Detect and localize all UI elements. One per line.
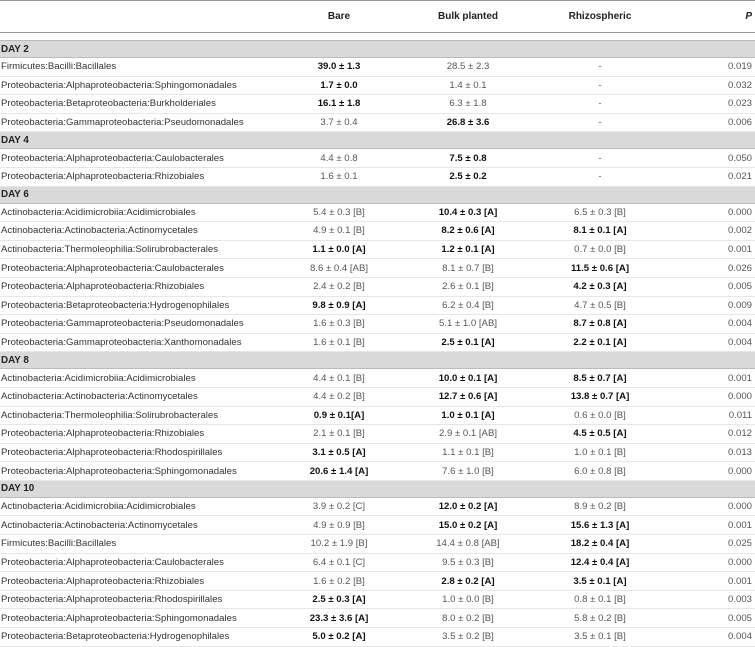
bare-value: 4.4 ± 0.1 [B]	[274, 369, 404, 388]
rhizospheric-value: 4.2 ± 0.3 [A]	[532, 277, 668, 296]
header-taxon	[0, 1, 274, 33]
rhizospheric-value: 2.2 ± 0.1 [A]	[532, 333, 668, 352]
p-value: 0.019	[668, 58, 755, 77]
rhizospheric-value: 0.6 ± 0.0 [B]	[532, 406, 668, 425]
taxon-cell: Proteobacteria:Alphaproteobacteria:Sphingomonadales	[0, 609, 274, 628]
p-value: 0.000	[668, 203, 755, 222]
bulk-planted-value: 2.9 ± 0.1 [AB]	[404, 425, 532, 444]
rhizospheric-value: -	[532, 95, 668, 114]
bulk-planted-value: 6.3 ± 1.8	[404, 95, 532, 114]
p-value: 0.032	[668, 76, 755, 95]
bare-value: 8.6 ± 0.4 [AB]	[274, 259, 404, 278]
table-row	[0, 167, 755, 186]
rhizospheric-value: -	[532, 149, 668, 168]
rhizospheric-value: 0.7 ± 0.0 [B]	[532, 240, 668, 259]
p-value: 0.013	[668, 443, 755, 462]
bare-value: 3.9 ± 0.2 [C]	[274, 497, 404, 516]
table-row	[0, 240, 755, 259]
rhizospheric-value: 8.7 ± 0.8 [A]	[532, 315, 668, 334]
header-p-value: P	[668, 1, 755, 33]
bulk-planted-value: 2.5 ± 0.2	[404, 167, 532, 186]
table-row	[0, 387, 755, 406]
p-value: 0.001	[668, 240, 755, 259]
rhizospheric-value: 13.8 ± 0.7 [A]	[532, 387, 668, 406]
day-group-row	[0, 352, 755, 369]
p-value: 0.009	[668, 296, 755, 315]
p-value: 0.000	[668, 462, 755, 481]
rhizospheric-value: -	[532, 58, 668, 77]
taxon-cell: Proteobacteria:Alphaproteobacteria:Rhizobiales	[0, 277, 274, 296]
p-value: 0.000	[668, 497, 755, 516]
p-value: 0.021	[668, 167, 755, 186]
bare-value: 5.0 ± 0.2 [A]	[274, 628, 404, 647]
bare-value: 3.1 ± 0.5 [A]	[274, 443, 404, 462]
table-row	[0, 406, 755, 425]
taxon-cell: Actinobacteria:Thermoleophilia:Solirubrobacterales	[0, 240, 274, 259]
bare-value: 0.9 ± 0.1[A]	[274, 406, 404, 425]
p-value: 0.004	[668, 315, 755, 334]
table-row	[0, 425, 755, 444]
taxon-cell: Actinobacteria:Actinobacteria:Actinomycetales	[0, 387, 274, 406]
bulk-planted-value: 7.6 ± 1.0 [B]	[404, 462, 532, 481]
rhizospheric-value: -	[532, 113, 668, 132]
bulk-planted-value: 9.5 ± 0.3 [B]	[404, 553, 532, 572]
bulk-planted-value: 7.5 ± 0.8	[404, 149, 532, 168]
table-row	[0, 296, 755, 315]
taxon-cell: Proteobacteria:Alphaproteobacteria:Rhizobiales	[0, 425, 274, 444]
p-value: 0.012	[668, 425, 755, 444]
bulk-planted-value: 10.0 ± 0.1 [A]	[404, 369, 532, 388]
taxon-cell: Actinobacteria:Thermoleophilia:Solirubrobacterales	[0, 406, 274, 425]
bulk-planted-value: 8.2 ± 0.6 [A]	[404, 222, 532, 241]
table-row	[0, 315, 755, 334]
bare-value: 9.8 ± 0.9 [A]	[274, 296, 404, 315]
day-label: DAY 4	[0, 132, 755, 149]
p-value: 0.001	[668, 369, 755, 388]
table-row	[0, 58, 755, 77]
table-row	[0, 369, 755, 388]
table-row	[0, 497, 755, 516]
taxon-cell: Proteobacteria:Gammaproteobacteria:Pseudomonadales	[0, 113, 274, 132]
p-value: 0.005	[668, 277, 755, 296]
bare-value: 2.5 ± 0.3 [A]	[274, 590, 404, 609]
table-row	[0, 76, 755, 95]
day-group-row	[0, 186, 755, 203]
taxon-cell: Proteobacteria:Gammaproteobacteria:Xanthomonadales	[0, 333, 274, 352]
table-header	[0, 1, 755, 33]
bare-value: 10.2 ± 1.9 [B]	[274, 535, 404, 554]
day-group-row	[0, 41, 755, 58]
header-spacer	[0, 33, 755, 41]
rhizospheric-value: 8.9 ± 0.2 [B]	[532, 497, 668, 516]
bare-value: 1.1 ± 0.0 [A]	[274, 240, 404, 259]
rhizospheric-value: 15.6 ± 1.3 [A]	[532, 516, 668, 535]
p-value: 0.026	[668, 259, 755, 278]
bulk-planted-value: 3.5 ± 0.2 [B]	[404, 628, 532, 647]
rhizospheric-value: 4.7 ± 0.5 [B]	[532, 296, 668, 315]
p-value: 0.001	[668, 516, 755, 535]
bulk-planted-value: 1.0 ± 0.0 [B]	[404, 590, 532, 609]
bare-value: 4.4 ± 0.8	[274, 149, 404, 168]
rhizospheric-value: 6.0 ± 0.8 [B]	[532, 462, 668, 481]
taxon-cell: Actinobacteria:Actinobacteria:Actinomycetales	[0, 516, 274, 535]
bulk-planted-value: 12.7 ± 0.6 [A]	[404, 387, 532, 406]
taxon-cell: Proteobacteria:Alphaproteobacteria:Caulobacterales	[0, 259, 274, 278]
bulk-planted-value: 6.2 ± 0.4 [B]	[404, 296, 532, 315]
p-value: 0.004	[668, 628, 755, 647]
p-value: 0.050	[668, 149, 755, 168]
table-row	[0, 443, 755, 462]
taxon-cell: Actinobacteria:Actinobacteria:Actinomycetales	[0, 222, 274, 241]
p-value: 0.001	[668, 572, 755, 591]
bulk-planted-value: 15.0 ± 0.2 [A]	[404, 516, 532, 535]
bulk-planted-value: 2.8 ± 0.2 [A]	[404, 572, 532, 591]
bulk-planted-value: 8.1 ± 0.7 [B]	[404, 259, 532, 278]
header-bulk-planted: Bulk planted	[404, 1, 532, 33]
bare-value: 1.6 ± 0.2 [B]	[274, 572, 404, 591]
bulk-planted-value: 1.0 ± 0.1 [A]	[404, 406, 532, 425]
taxon-cell: Proteobacteria:Alphaproteobacteria:Rhodospirillales	[0, 443, 274, 462]
rhizospheric-value: 8.1 ± 0.1 [A]	[532, 222, 668, 241]
taxon-cell: Firmicutes:Bacilli:Bacillales	[0, 535, 274, 554]
table-row	[0, 113, 755, 132]
bare-value: 1.6 ± 0.3 [B]	[274, 315, 404, 334]
table-row	[0, 277, 755, 296]
table-row	[0, 609, 755, 628]
bare-value: 2.4 ± 0.2 [B]	[274, 277, 404, 296]
taxon-cell: Proteobacteria:Betaproteobacteria:Hydrogenophilales	[0, 628, 274, 647]
taxon-cell: Actinobacteria:Acidimicrobiia:Acidimicrobiales	[0, 497, 274, 516]
bare-value: 4.9 ± 0.9 [B]	[274, 516, 404, 535]
bulk-planted-value: 12.0 ± 0.2 [A]	[404, 497, 532, 516]
taxon-cell: Proteobacteria:Alphaproteobacteria:Rhizobiales	[0, 572, 274, 591]
day-group-row	[0, 480, 755, 497]
taxon-cell: Proteobacteria:Alphaproteobacteria:Rhodospirillales	[0, 590, 274, 609]
bare-value: 23.3 ± 3.6 [A]	[274, 609, 404, 628]
bulk-planted-value: 8.0 ± 0.2 [B]	[404, 609, 532, 628]
day-group-row	[0, 132, 755, 149]
taxon-cell: Firmicutes:Bacilli:Bacillales	[0, 58, 274, 77]
p-value: 0.011	[668, 406, 755, 425]
taxon-cell: Proteobacteria:Alphaproteobacteria:Caulobacterales	[0, 553, 274, 572]
rhizospheric-value: -	[532, 76, 668, 95]
rhizospheric-value: 1.0 ± 0.1 [B]	[532, 443, 668, 462]
bulk-planted-value: 1.4 ± 0.1	[404, 76, 532, 95]
taxon-cell: Proteobacteria:Betaproteobacteria:Hydrogenophilales	[0, 296, 274, 315]
rhizospheric-value: 0.8 ± 0.1 [B]	[532, 590, 668, 609]
table-row	[0, 572, 755, 591]
rhizospheric-value: 6.5 ± 0.3 [B]	[532, 203, 668, 222]
p-value: 0.023	[668, 95, 755, 114]
table-body	[0, 33, 755, 647]
bulk-planted-value: 28.5 ± 2.3	[404, 58, 532, 77]
bulk-planted-value: 5.1 ± 1.0 [AB]	[404, 315, 532, 334]
p-value: 0.006	[668, 113, 755, 132]
p-value: 0.005	[668, 609, 755, 628]
bulk-planted-value: 10.4 ± 0.3 [A]	[404, 203, 532, 222]
table-row	[0, 222, 755, 241]
table-row	[0, 628, 755, 647]
table-row	[0, 553, 755, 572]
table-row	[0, 462, 755, 481]
taxon-cell: Proteobacteria:Alphaproteobacteria:Sphingomonadales	[0, 76, 274, 95]
bulk-planted-value: 1.1 ± 0.1 [B]	[404, 443, 532, 462]
table-row	[0, 203, 755, 222]
bare-value: 1.7 ± 0.0	[274, 76, 404, 95]
rhizospheric-value: 4.5 ± 0.5 [A]	[532, 425, 668, 444]
day-label: DAY 2	[0, 41, 755, 58]
rhizospheric-value: -	[532, 167, 668, 186]
header-bare: Bare	[274, 1, 404, 33]
taxon-cell: Proteobacteria:Alphaproteobacteria:Sphingomonadales	[0, 462, 274, 481]
taxon-cell: Proteobacteria:Alphaproteobacteria:Caulobacterales	[0, 149, 274, 168]
table-row	[0, 259, 755, 278]
bare-value: 16.1 ± 1.8	[274, 95, 404, 114]
rhizospheric-value: 5.8 ± 0.2 [B]	[532, 609, 668, 628]
table-row	[0, 95, 755, 114]
rhizospheric-value: 18.2 ± 0.4 [A]	[532, 535, 668, 554]
day-label: DAY 6	[0, 186, 755, 203]
bare-value: 1.6 ± 0.1	[274, 167, 404, 186]
p-value: 0.002	[668, 222, 755, 241]
bulk-planted-value: 26.8 ± 3.6	[404, 113, 532, 132]
taxon-cell: Proteobacteria:Gammaproteobacteria:Pseudomonadales	[0, 315, 274, 334]
bare-value: 5.4 ± 0.3 [B]	[274, 203, 404, 222]
table-row	[0, 516, 755, 535]
bare-value: 39.0 ± 1.3	[274, 58, 404, 77]
bulk-planted-value: 1.2 ± 0.1 [A]	[404, 240, 532, 259]
rhizospheric-value: 11.5 ± 0.6 [A]	[532, 259, 668, 278]
bare-value: 4.4 ± 0.2 [B]	[274, 387, 404, 406]
bulk-planted-value: 2.6 ± 0.1 [B]	[404, 277, 532, 296]
table-row	[0, 590, 755, 609]
rhizospheric-value: 3.5 ± 0.1 [B]	[532, 628, 668, 647]
day-label: DAY 10	[0, 480, 755, 497]
day-label: DAY 8	[0, 352, 755, 369]
rhizospheric-value: 3.5 ± 0.1 [A]	[532, 572, 668, 591]
bare-value: 4.9 ± 0.1 [B]	[274, 222, 404, 241]
table-row	[0, 333, 755, 352]
table-row	[0, 149, 755, 168]
p-value: 0.000	[668, 553, 755, 572]
taxon-cell: Actinobacteria:Acidimicrobiia:Acidimicrobiales	[0, 369, 274, 388]
table-row	[0, 535, 755, 554]
header-rhizospheric: Rhizospheric	[532, 1, 668, 33]
p-value: 0.003	[668, 590, 755, 609]
bare-value: 6.4 ± 0.1 [C]	[274, 553, 404, 572]
taxon-cell: Actinobacteria:Acidimicrobiia:Acidimicrobiales	[0, 203, 274, 222]
bare-value: 1.6 ± 0.1 [B]	[274, 333, 404, 352]
rhizospheric-value: 12.4 ± 0.4 [A]	[532, 553, 668, 572]
taxon-cell: Proteobacteria:Betaproteobacteria:Burkholderiales	[0, 95, 274, 114]
taxon-cell: Proteobacteria:Alphaproteobacteria:Rhizobiales	[0, 167, 274, 186]
p-value: 0.000	[668, 387, 755, 406]
bulk-planted-value: 14.4 ± 0.8 [AB]	[404, 535, 532, 554]
bare-value: 2.1 ± 0.1 [B]	[274, 425, 404, 444]
bulk-planted-value: 2.5 ± 0.1 [A]	[404, 333, 532, 352]
rhizospheric-value: 8.5 ± 0.7 [A]	[532, 369, 668, 388]
bare-value: 20.6 ± 1.4 [A]	[274, 462, 404, 481]
bare-value: 3.7 ± 0.4	[274, 113, 404, 132]
p-value: 0.004	[668, 333, 755, 352]
p-value: 0.025	[668, 535, 755, 554]
